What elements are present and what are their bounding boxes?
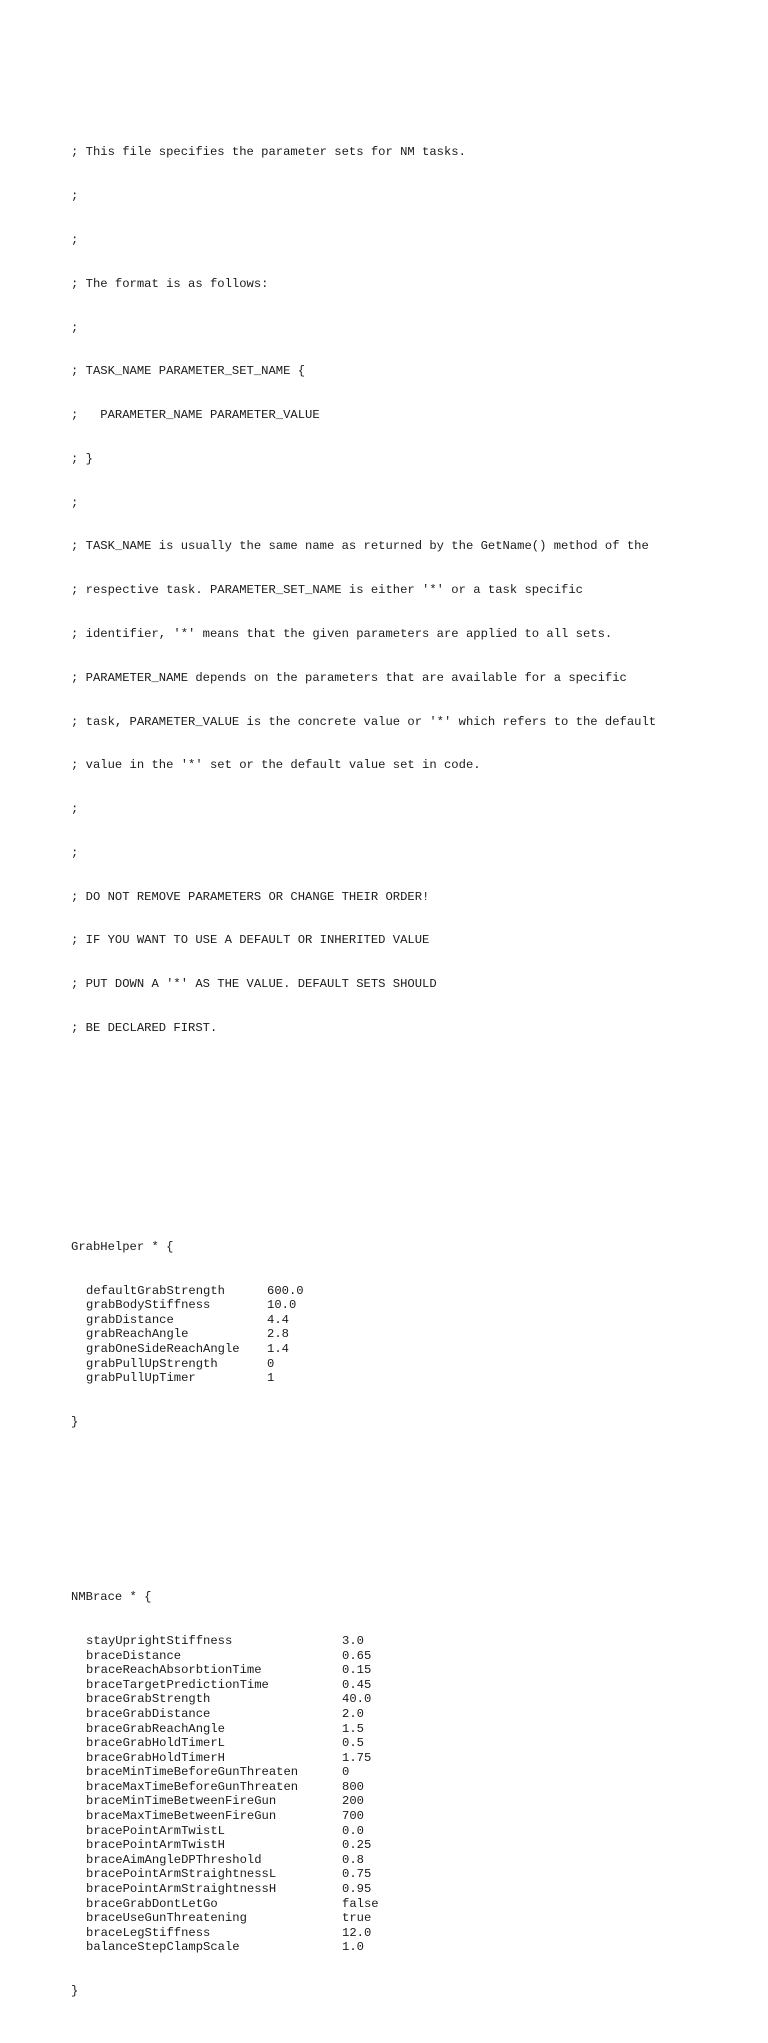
parameter-row — [71, 1634, 761, 1649]
parameter-name: braceReachAbsorbtionTime — [86, 1663, 262, 1678]
parameter-row — [71, 1926, 761, 1941]
parameter-value: 0 — [342, 1765, 350, 1780]
comment-line: ; task, PARAMETER_VALUE is the concrete value or '*' which refers to the default — [71, 714, 657, 729]
grab-helper-header: GrabHelper * { — [71, 1239, 174, 1254]
parameter-name: bracePointArmStraightnessH — [86, 1882, 277, 1897]
parameter-row — [71, 1911, 761, 1926]
parameter-row — [71, 1663, 761, 1678]
parameter-value: 12.0 — [342, 1925, 372, 1940]
parameter-name: grabPullUpTimer — [86, 1371, 196, 1386]
parameter-row — [71, 1809, 761, 1824]
comment-line: ; respective task. PARAMETER_SET_NAME is either '*' or a task specific — [71, 583, 583, 598]
parameter-row — [71, 1824, 761, 1839]
comment-line: ; value in the '*' set or the default value set in code. — [71, 758, 481, 773]
document-page — [71, 87, 761, 2043]
parameter-name: grabReachAngle — [86, 1327, 189, 1342]
comment-line: ; TASK_NAME is usually the same name as returned by the GetName() method of the — [71, 539, 649, 554]
comment-line: ; TASK_NAME PARAMETER_SET_NAME { — [71, 364, 306, 379]
parameter-row — [71, 1780, 761, 1795]
parameter-value: 3.0 — [342, 1633, 364, 1648]
parameter-row — [71, 1284, 761, 1299]
grab-helper-params — [71, 1284, 761, 1386]
parameter-name: balanceStepClampScale — [86, 1940, 240, 1955]
nm-brace-header: NMBrace * { — [71, 1590, 152, 1605]
blank-line — [71, 1152, 761, 1167]
parameter-value: 4.4 — [267, 1312, 289, 1327]
blank-line — [71, 1109, 761, 1124]
parameter-value: 10.0 — [267, 1298, 297, 1313]
parameter-name: bracePointArmTwistH — [86, 1838, 225, 1853]
parameter-name: braceGrabHoldTimerL — [86, 1736, 225, 1751]
parameter-name: defaultGrabStrength — [86, 1283, 225, 1298]
parameter-row — [71, 1678, 761, 1693]
parameter-value: 0.15 — [342, 1663, 372, 1678]
parameter-name: grabDistance — [86, 1312, 174, 1327]
parameter-row — [71, 1794, 761, 1809]
parameter-name: bracePointArmTwistL — [86, 1823, 225, 1838]
comment-line: ; — [71, 802, 79, 817]
parameter-value: 200 — [342, 1794, 364, 1809]
parameter-row — [71, 1357, 761, 1372]
parameter-row — [71, 1867, 761, 1882]
comment-line: ; This file specifies the parameter sets for NM tasks. — [71, 145, 466, 160]
nm-brace-close: } — [71, 1984, 79, 1999]
parameter-name: braceMaxTimeBetweenFireGun — [86, 1809, 277, 1824]
nm-brace-block — [71, 1561, 761, 2028]
parameter-value: 0.0 — [342, 1823, 364, 1838]
parameter-name: braceGrabReachAngle — [86, 1721, 225, 1736]
parameter-value: false — [342, 1896, 379, 1911]
comment-line: ; — [71, 320, 79, 335]
parameter-name: grabOneSideReachAngle — [86, 1342, 240, 1357]
parameter-value: 0.8 — [342, 1852, 364, 1867]
parameter-value: 0.25 — [342, 1838, 372, 1853]
parameter-row — [71, 1298, 761, 1313]
parameter-row — [71, 1722, 761, 1737]
parameter-name: stayUprightStiffness — [86, 1633, 233, 1648]
parameter-value: true — [342, 1911, 372, 1926]
parameter-name: braceMinTimeBetweenFireGun — [86, 1794, 277, 1809]
parameter-value: 1.0 — [342, 1940, 364, 1955]
parameter-row — [71, 1707, 761, 1722]
parameter-value: 0.95 — [342, 1882, 372, 1897]
comment-line: ; identifier, '*' means that the given parameters are applied to all sets. — [71, 626, 613, 641]
parameter-name: braceGrabHoldTimerH — [86, 1750, 225, 1765]
parameter-row — [71, 1838, 761, 1853]
comment-line: ; — [71, 232, 79, 247]
parameter-row — [71, 1313, 761, 1328]
parameter-name: braceGrabStrength — [86, 1692, 211, 1707]
parameter-row — [71, 1692, 761, 1707]
header-comment-block — [71, 116, 761, 1065]
parameter-value: 0.75 — [342, 1867, 372, 1882]
parameter-name: braceUseGunThreatening — [86, 1911, 247, 1926]
comment-line: ; — [71, 189, 79, 204]
parameter-name: braceTargetPredictionTime — [86, 1677, 269, 1692]
parameter-value: 1.75 — [342, 1750, 372, 1765]
grab-helper-close: } — [71, 1415, 79, 1430]
comment-line: ; — [71, 495, 79, 510]
parameter-name: braceDistance — [86, 1648, 182, 1663]
parameter-row — [71, 1882, 761, 1897]
parameter-value: 800 — [342, 1779, 364, 1794]
parameter-value: 700 — [342, 1809, 364, 1824]
comment-line: ; — [71, 845, 79, 860]
comment-line: ; IF YOU WANT TO USE A DEFAULT OR INHERITED VALUE — [71, 933, 430, 948]
parameter-value: 2.8 — [267, 1327, 289, 1342]
parameter-value: 600.0 — [267, 1283, 304, 1298]
comment-line: ; The format is as follows: — [71, 276, 269, 291]
parameter-value: 1 — [267, 1371, 275, 1386]
comment-line: ; PARAMETER_NAME PARAMETER_VALUE — [71, 408, 320, 423]
parameter-name: braceGrabDontLetGo — [86, 1896, 218, 1911]
parameter-value: 0.65 — [342, 1648, 372, 1663]
parameter-name: braceMinTimeBeforeGunThreaten — [86, 1765, 299, 1780]
comment-line: ; } — [71, 451, 93, 466]
parameter-row — [71, 1371, 761, 1386]
parameter-name: grabPullUpStrength — [86, 1356, 218, 1371]
parameter-name: braceLegStiffness — [86, 1925, 211, 1940]
parameter-row — [71, 1751, 761, 1766]
blank-line — [71, 1503, 761, 1518]
parameter-value: 0 — [267, 1356, 275, 1371]
parameter-name: bracePointArmStraightnessL — [86, 1867, 277, 1882]
comment-line: ; PUT DOWN A '*' AS THE VALUE. DEFAULT SETS SHOULD — [71, 977, 437, 992]
parameter-name: braceAimAngleDPThreshold — [86, 1852, 262, 1867]
comment-line: ; DO NOT REMOVE PARAMETERS OR CHANGE THEIR ORDER! — [71, 889, 430, 904]
parameter-name: grabBodyStiffness — [86, 1298, 211, 1313]
parameter-row — [71, 1897, 761, 1912]
parameter-value: 2.0 — [342, 1706, 364, 1721]
comment-line: ; PARAMETER_NAME depends on the parameters that are available for a specific — [71, 670, 627, 685]
comment-line: ; BE DECLARED FIRST. — [71, 1021, 218, 1035]
parameter-row — [71, 1765, 761, 1780]
parameter-row — [71, 1649, 761, 1664]
parameter-row — [71, 1327, 761, 1342]
parameter-name: braceMaxTimeBeforeGunThreaten — [86, 1779, 299, 1794]
parameter-value: 40.0 — [342, 1692, 372, 1707]
parameter-value: 1.5 — [342, 1721, 364, 1736]
parameter-name: braceGrabDistance — [86, 1706, 211, 1721]
parameter-row — [71, 1342, 761, 1357]
parameter-value: 0.5 — [342, 1736, 364, 1751]
nm-brace-params — [71, 1634, 761, 1955]
parameter-value: 1.4 — [267, 1342, 289, 1357]
parameter-value: 0.45 — [342, 1677, 372, 1692]
parameter-row — [71, 1736, 761, 1751]
parameter-row — [71, 1940, 761, 1955]
grab-helper-block — [71, 1211, 761, 1459]
parameter-row — [71, 1853, 761, 1868]
